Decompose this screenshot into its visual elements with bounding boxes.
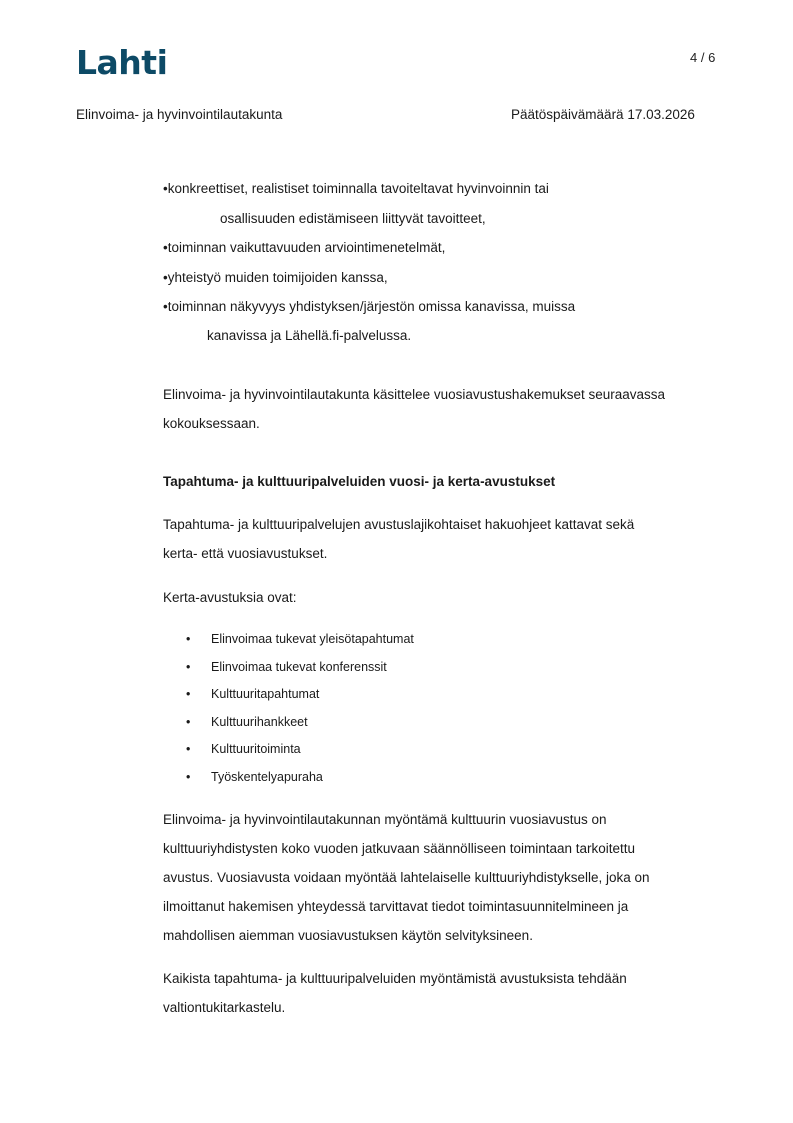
grant-type-text: Elinvoimaa tukevat konferenssit [211, 660, 387, 674]
bullet-icon: • [186, 687, 191, 701]
criteria-item [163, 240, 445, 255]
bullet-icon: • [186, 632, 191, 646]
bullet-icon: • [163, 299, 168, 314]
criteria-text: yhteistyö muiden toimijoiden kanssa, [167, 270, 388, 285]
grant-type-text: Elinvoimaa tukevat yleisötapahtumat [211, 632, 414, 646]
criteria-text: konkreettiset, realistiset toiminnalla tavoiteltavat hyvinvoinnin tai [167, 181, 549, 196]
decision-date: Päätöspäivämäärä 17.03.2026 [511, 107, 695, 122]
criteria-item [163, 181, 549, 196]
grant-type-text: Työskentelyapuraha [211, 770, 323, 784]
paragraph-text: avustus. Vuosiavusta voidaan myöntää lahtelaiselle kulttuuriyhdistykselle, joka on [163, 870, 650, 885]
bullet-icon: • [186, 715, 191, 729]
bullet-icon: • [186, 660, 191, 674]
lahti-logo: Lahti [76, 43, 168, 82]
criteria-item [163, 270, 388, 285]
criteria-text-cont: osallisuuden edistämiseen liittyvät tavoitteet, [220, 211, 486, 226]
page-number: 4 / 6 [690, 50, 716, 65]
bullet-icon: • [163, 270, 168, 285]
grant-type-item [186, 632, 414, 646]
grant-type-item [186, 770, 323, 784]
paragraph-text: Elinvoima- ja hyvinvointilautakunnan myöntämä kulttuurin vuosiavustus on [163, 812, 607, 827]
criteria-text-cont: kanavissa ja Lähellä.fi-palvelussa. [207, 328, 412, 343]
paragraph-text: kerta- että vuosiavustukset. [163, 546, 328, 561]
bullet-icon: • [186, 770, 191, 784]
bullet-icon: • [186, 742, 191, 756]
criteria-text: toiminnan vaikuttavuuden arviointimenetelmät, [167, 240, 446, 255]
paragraph-text: Elinvoima- ja hyvinvointilautakunta käsittelee vuosiavustushakemukset seuraavassa [163, 387, 666, 402]
paragraph-text: kulttuuriyhdistysten koko vuoden jatkuvaan säännölliseen toimintaan tarkoitettu [163, 841, 636, 856]
paragraph-text: valtiontukitarkastelu. [163, 1000, 286, 1015]
criteria-item [163, 299, 575, 314]
paragraph-text: ilmoittanut hakemisen yhteydessä tarvittavat tiedot toimintasuunnitelmineen ja [163, 899, 629, 914]
paragraph-text: Tapahtuma- ja kulttuuripalvelujen avustuslajikohtaiset hakuohjeet kattavat sekä [163, 517, 635, 532]
bullet-icon: • [163, 240, 168, 255]
grant-type-item [186, 715, 308, 729]
grant-type-item [186, 687, 319, 701]
grant-type-item [186, 742, 301, 756]
committee-name: Elinvoima- ja hyvinvointilautakunta [76, 107, 283, 122]
bullet-icon: • [163, 181, 168, 196]
paragraph-text: kokouksessaan. [163, 416, 260, 431]
criteria-text: toiminnan näkyvyys yhdistyksen/järjestön omissa kanavissa, muissa [167, 299, 576, 314]
section-heading: Tapahtuma- ja kulttuuripalveluiden vuosi- ja kerta-avustukset [163, 474, 556, 489]
paragraph-text: Kaikista tapahtuma- ja kulttuuripalveluiden myöntämistä avustuksista tehdään [163, 971, 627, 986]
grant-type-item [186, 660, 387, 674]
grant-type-text: Kulttuurihankkeet [211, 715, 308, 729]
paragraph-text: Kerta-avustuksia ovat: [163, 590, 297, 605]
grant-type-text: Kulttuuritoiminta [211, 742, 301, 756]
paragraph-text: mahdollisen aiemman vuosiavustuksen käytön selvityksineen. [163, 928, 533, 943]
grant-type-text: Kulttuuritapahtumat [211, 687, 320, 701]
